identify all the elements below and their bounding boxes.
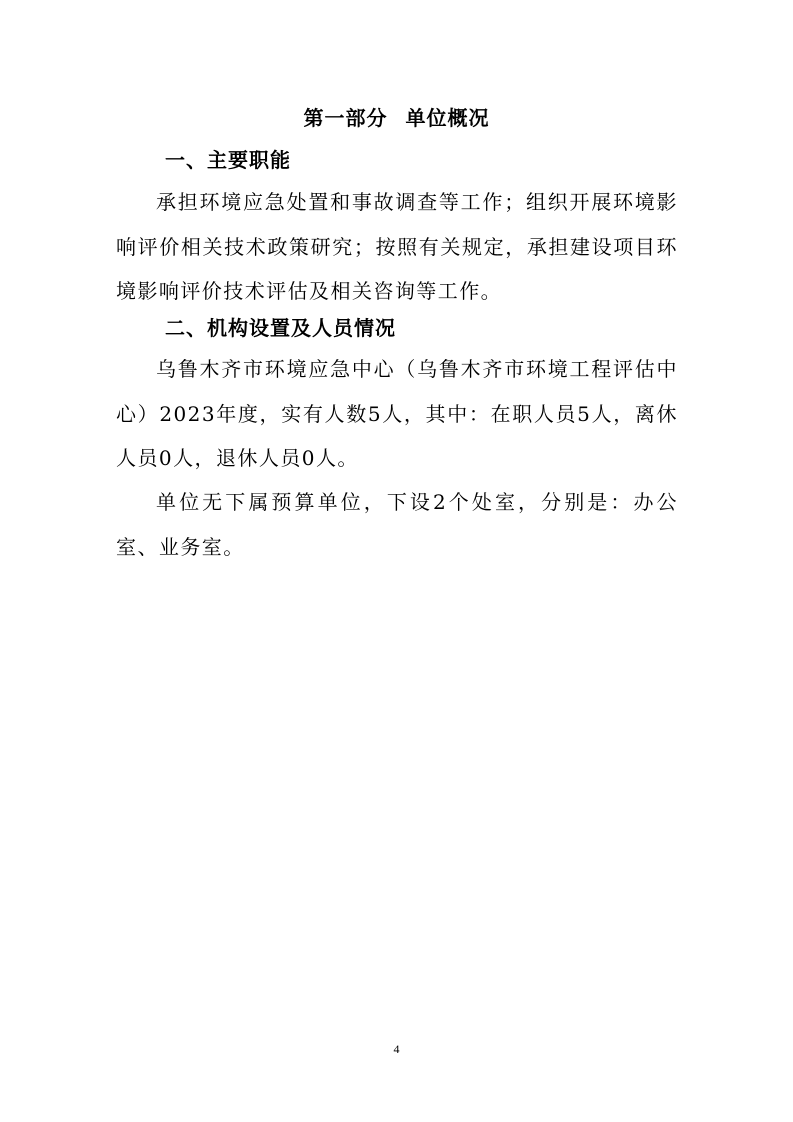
paragraph-main-functions: 承担环境应急处置和事故调查等工作；组织开展环境影响评价相关技术政策研究；按照有关规定，承担建设项目环境影响评价技术评估及相关咨询等工作。	[116, 190, 678, 303]
page-title: 第一部分 单位概况	[303, 106, 490, 130]
paragraph-departments: 单位无下属预算单位，下设2个处室，分别是：办公室、业务室。	[116, 490, 678, 559]
paragraph-staffing: 乌鲁木齐市环境应急中心（乌鲁木齐市环境工程评估中心）2023年度，实有人数5人，其中：在职人员5人，离休人员0人，退休人员0人。	[116, 357, 678, 470]
page-number: 4	[393, 1042, 400, 1056]
section-heading-organization-staffing: 二、机构设置及人员情况	[165, 316, 396, 340]
section-heading-main-functions: 一、主要职能	[165, 148, 291, 172]
